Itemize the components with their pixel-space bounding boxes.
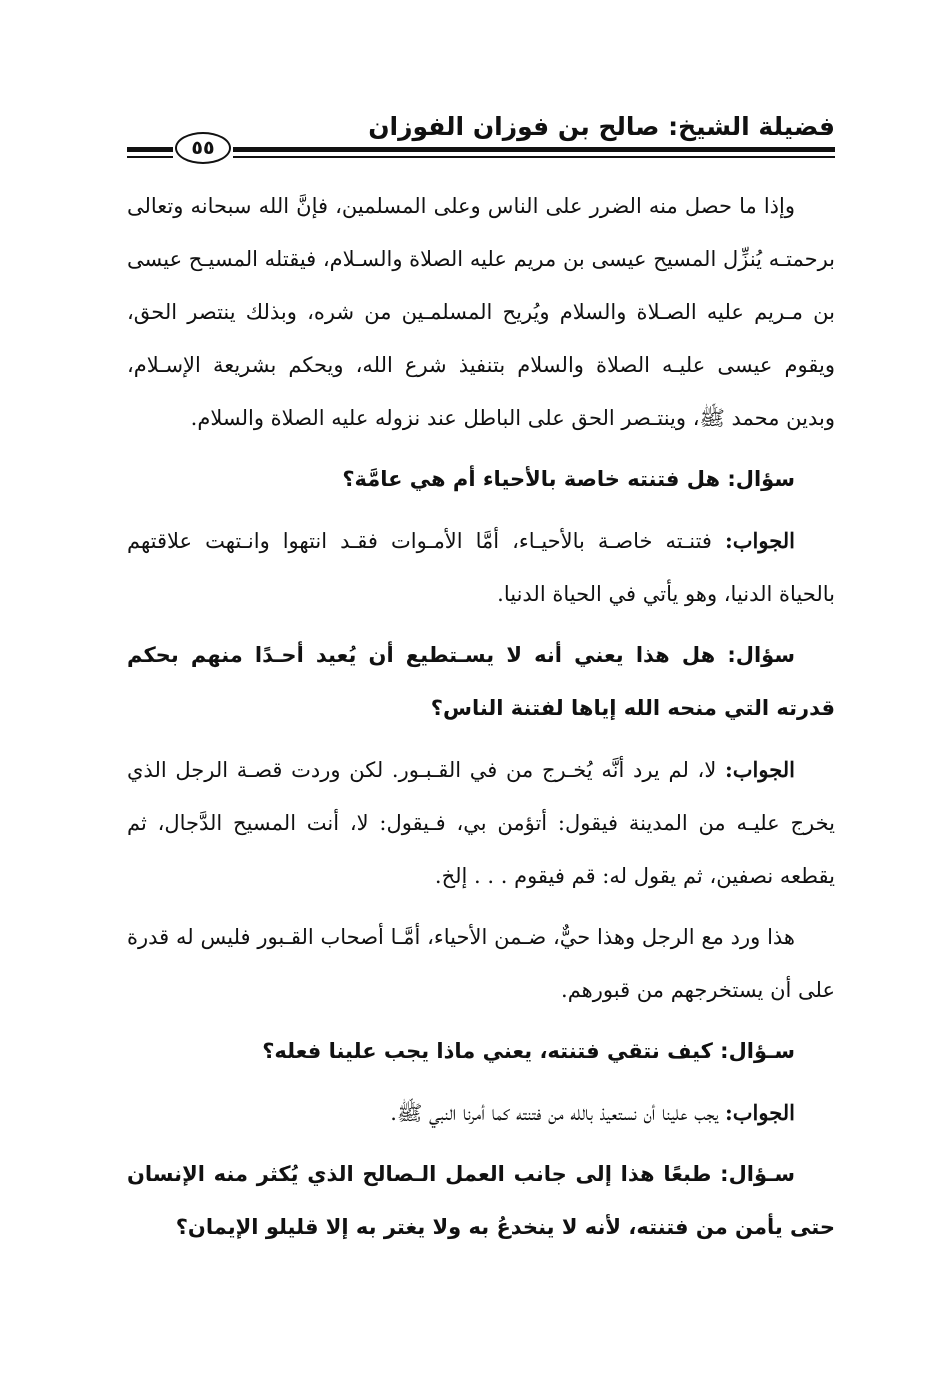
answer-label: الجواب: bbox=[725, 1100, 795, 1125]
answer-label: الجواب: bbox=[725, 528, 795, 553]
paragraph: وإذا ما حصل منه الضرر على الناس وعلى المسلمين، فإنَّ الله سبحانه وتعالى برحمتـه يُنزِّل المسيح عيسى بن مريم عليه الصلاة والسـلام، فيقتله المسيـح عيسى بن مـريم عليه الصـلاة والسلام ويُريح المسلمـين من شره، وبذلك ينتصر الحق، ويقوم عيسى عليـه الصلاة والسلام بتنفيذ شرع الله، ويحكم بشريعة الإسـلام، وبدين محمد ﷺ، وينتـصر الحق على الباطل عند نزوله عليه الصلاة والسلام. bbox=[127, 194, 835, 430]
answer-label: الجواب: bbox=[725, 757, 795, 782]
body-text bbox=[127, 180, 835, 1262]
answer bbox=[127, 514, 835, 621]
answer-text: فتنـته خاصـة بالأحيـاء، أمَّا الأمـوات فقـد انتهوا وانـتهت علاقتهم بالحياة الدنيا، وهو يأتي في الحياة الدنيا. bbox=[127, 529, 835, 606]
answer-text: لا، لم يرد أنَّه يُخـرج من في القـبـور. لكن وردت قصـة الرجل الذي يخرج عليـه من المدينة فيقول: أتؤمن بي، فـيقول: لا، أنت المسيح الدَّجال، ثم يقطعه نصفين، ثم يقول له: قم فيقوم . . . إلخ. bbox=[127, 758, 835, 888]
paragraph: هذا ورد مع الرجل وهذا حيٌّ، ضـمن الأحياء، أمَّـا أصحاب القـبور فليس له قدرة على أن يستخرجهم من قبورهم. bbox=[127, 925, 835, 1002]
header-rule-thick bbox=[233, 147, 835, 152]
answer-text: يجب علينا أن نستعيذ بالله من فتنته كما أمرنا النبي ﷺ. bbox=[390, 1101, 719, 1125]
header-rule-left-thick bbox=[127, 147, 173, 152]
question: سـؤال: طبعًا هذا إلى جانب العمل الـصالح الذي يُكثر منه الإنسان حتى يأمن من فتنته، لأنه لا ينخدعُ به ولا يغتر به إلا قليلو الإيمان؟ bbox=[127, 1162, 835, 1239]
question: سؤال: هل هذا يعني أنه لا يسـتطيع أن يُعيد أحـدًا منهم بحكم قدرته التي منحه الله إياها لفتنة الناس؟ bbox=[127, 643, 835, 720]
answer bbox=[127, 743, 835, 903]
page-number-badge: ٥٥ bbox=[175, 132, 231, 164]
header-rule-left-thin bbox=[127, 156, 173, 158]
header-rule-thin bbox=[233, 156, 835, 158]
question: سؤال: هل فتنته خاصة بالأحياء أم هي عامَّة؟ bbox=[342, 467, 795, 491]
running-header-title: فضيلة الشيخ: صالح بن فوزان الفوزان bbox=[368, 112, 835, 141]
question: سـؤال: كيف نتقي فتنته، يعني ماذا يجب علينا فعله؟ bbox=[262, 1039, 795, 1063]
answer bbox=[127, 1086, 835, 1140]
